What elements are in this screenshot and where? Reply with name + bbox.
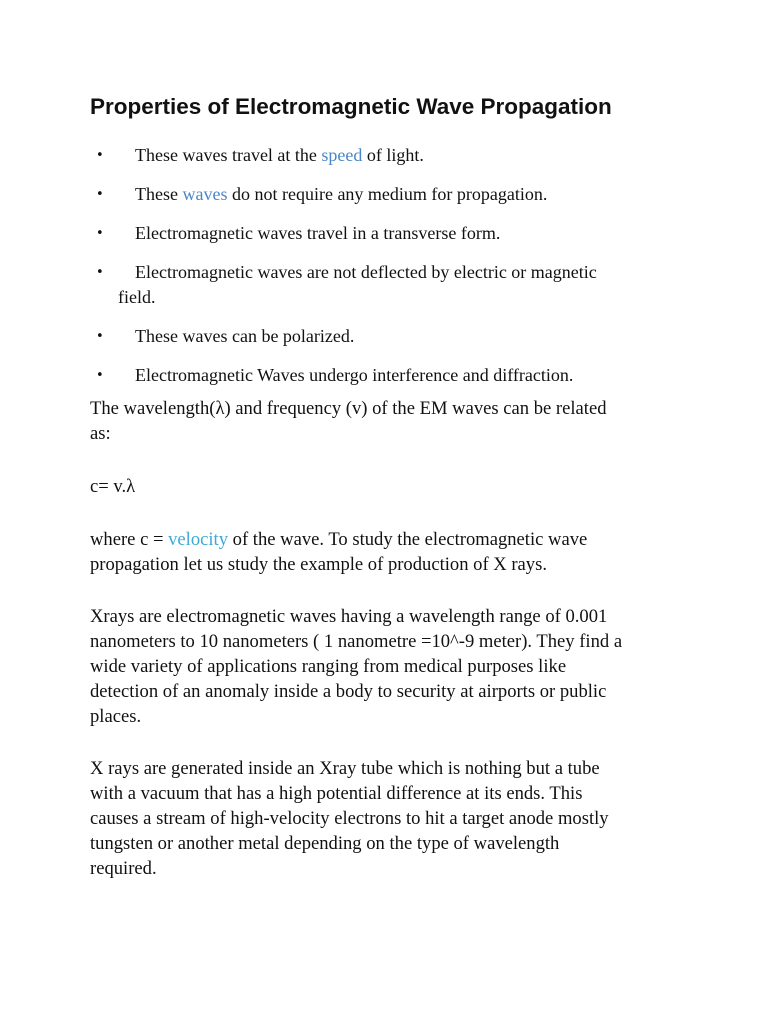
- bullet-icon: •: [96, 226, 104, 241]
- list-item-text: of light.: [362, 145, 424, 165]
- paragraph-line: tungsten or another metal depending on the type of wavelength: [90, 833, 560, 854]
- list-item-continuation: field.: [118, 287, 156, 307]
- list-item: [0, 143, 768, 168]
- list-item-text: These waves travel at the: [135, 145, 322, 165]
- list-item: [0, 324, 768, 349]
- list-item-text: Electromagnetic waves are not deflected by electric or magnetic: [135, 262, 597, 282]
- paragraph-line: nanometers to 10 nanometers ( 1 nanometre =10^-9 meter). They find a: [90, 631, 623, 652]
- paragraph-line: detection of an anomaly inside a body to security at airports or public: [90, 681, 607, 702]
- paragraph-line: The wavelength(λ) and frequency (v) of the EM waves can be related: [90, 398, 607, 419]
- list-item: [0, 363, 768, 388]
- bullet-icon: •: [96, 187, 104, 202]
- list-item: [0, 182, 768, 207]
- formula: c= v.λ: [90, 476, 136, 497]
- page-title: Properties of Electromagnetic Wave Propagation: [90, 94, 612, 119]
- waves-link[interactable]: waves: [182, 184, 228, 204]
- list-item-text: These: [135, 184, 183, 204]
- bullet-icon: •: [96, 368, 104, 383]
- list-item: [0, 260, 768, 310]
- paragraph-line: as:: [90, 423, 111, 444]
- paragraph-line: with a vacuum that has a high potential difference at its ends. This: [90, 783, 583, 804]
- paragraph-line: required.: [90, 858, 157, 879]
- paragraph-line: X rays are generated inside an Xray tube which is nothing but a tube: [90, 758, 600, 779]
- wavelength-paragraph: [90, 396, 690, 446]
- list-item-text: do not require any medium for propagation.: [227, 184, 548, 204]
- list-item: [0, 221, 768, 246]
- velocity-paragraph: [90, 527, 690, 577]
- xrays-paragraph: [90, 604, 690, 729]
- paragraph-text: of the wave. To study the electromagnetic wave: [228, 529, 588, 550]
- xray-tube-paragraph: [90, 756, 690, 881]
- property-list: [0, 143, 768, 402]
- velocity-link[interactable]: velocity: [168, 529, 229, 550]
- paragraph-text: where c =: [90, 529, 169, 550]
- paragraph-line: propagation let us study the example of production of X rays.: [90, 554, 547, 575]
- speed-link[interactable]: speed: [321, 145, 363, 165]
- bullet-icon: •: [96, 148, 104, 163]
- list-item-text: Electromagnetic waves travel in a transverse form.: [135, 223, 501, 243]
- paragraph-line: causes a stream of high-velocity electrons to hit a target anode mostly: [90, 808, 609, 829]
- paragraph-line: Xrays are electromagnetic waves having a wavelength range of 0.001: [90, 606, 608, 627]
- paragraph-line: wide variety of applications ranging from medical purposes like: [90, 656, 567, 677]
- list-item-text: These waves can be polarized.: [135, 326, 355, 346]
- paragraph-line: places.: [90, 706, 142, 727]
- bullet-icon: •: [96, 265, 104, 280]
- list-item-text: Electromagnetic Waves undergo interference and diffraction.: [135, 365, 574, 385]
- bullet-icon: •: [96, 329, 104, 344]
